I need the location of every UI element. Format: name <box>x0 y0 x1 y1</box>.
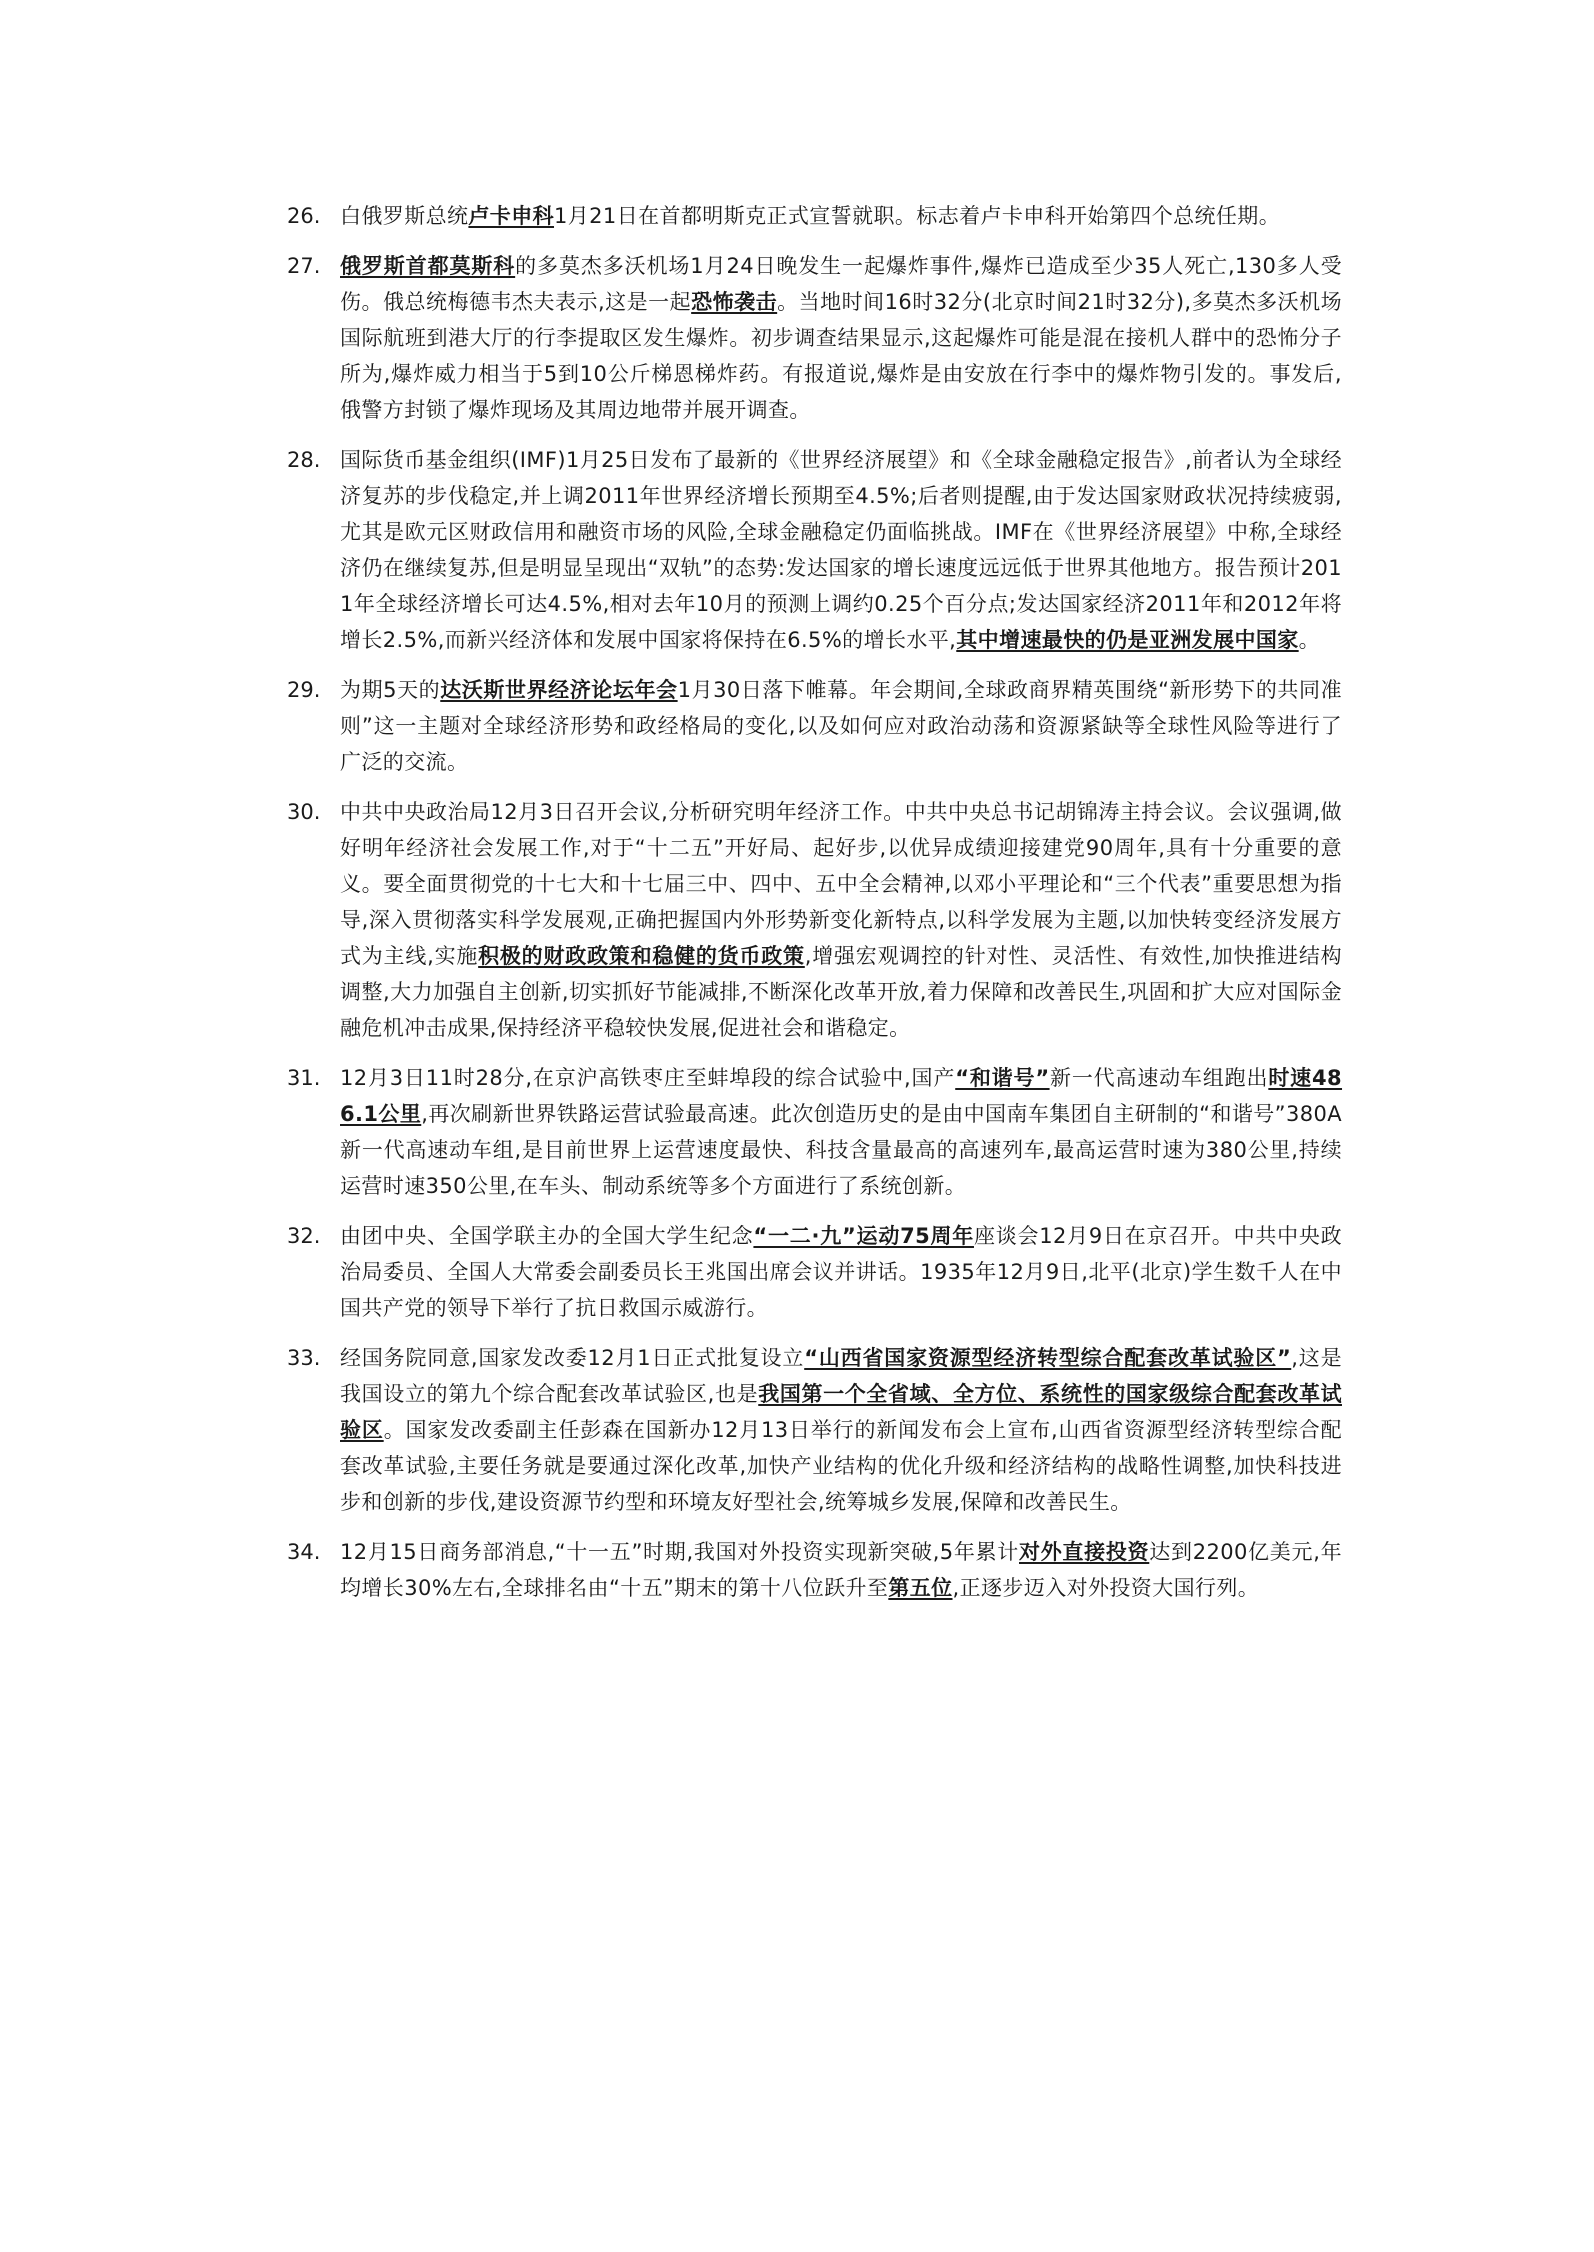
item-number: 30. <box>287 800 321 824</box>
item-text <box>340 1340 1342 1520</box>
item-text <box>340 1534 1342 1606</box>
item-keyword: “和谐号” <box>955 1066 1050 1090</box>
item-text-segment: 。当地时间16时32分(北京时间21时32分),多莫杰多沃机场国际航班到港大厅的行李提取区发生爆炸。初步调查结果显示,这起爆炸可能是混在接机人群中的恐怖分子所为,爆炸威力相当于5到10公斤梯恩梯炸药。有报道说,爆炸是由安放在行李中的爆炸物引发的。事发后,俄警方封锁了爆炸现场及其周边地带并展开调查。 <box>340 290 1342 422</box>
item-keyword: 我国第一个全省域、全方位、系统性的国家级综合配套改革试验区 <box>340 1382 1342 1442</box>
item-number: 34. <box>287 1540 321 1564</box>
item-text-segment: ,正逐步迈入对外投资大国行列。 <box>952 1576 1260 1600</box>
item-text-segment: 由团中央、全国学联主办的全国大学生纪念 <box>340 1224 754 1248</box>
item-number: 28. <box>287 448 321 472</box>
item-text-segment: 达到2200亿美元,年均增长30%左右,全球排名由“十五”期末的第十八位跃升至 <box>340 1540 1342 1600</box>
list-item <box>278 248 1342 428</box>
item-number: 32. <box>287 1224 321 1248</box>
item-text-segment: 的多莫杰多沃机场1月24日晚发生一起爆炸事件,爆炸已造成至少35人死亡,130多人受伤。俄总统梅德韦杰夫表示,这是一起 <box>340 254 1342 314</box>
item-keyword: “山西省国家资源型经济转型综合配套改革试验区” <box>804 1346 1292 1370</box>
item-text-segment: 1月30日落下帷幕。年会期间,全球政商界精英围绕“新形势下的共同准则”这一主题对全球经济形势和政经格局的变化,以及如何应对政治动荡和资源紧缺等全球性风险等进行了广泛的交流。 <box>340 678 1342 774</box>
item-number: 27. <box>287 254 321 278</box>
item-text-segment: 为期5天的 <box>340 678 441 702</box>
item-text-segment: 白俄罗斯总统 <box>340 204 469 228</box>
item-number: 33. <box>287 1346 321 1370</box>
item-text <box>340 794 1342 1046</box>
item-number: 26. <box>287 204 321 228</box>
item-text-segment: 。国家发改委副主任彭森在国新办12月13日举行的新闻发布会上宣布,山西省资源型经济转型综合配套改革试验,主要任务就是要通过深化改革,加快产业结构的优化升级和经济结构的战略性调整,加快科技进步和创新的步伐,建设资源节约型和环境友好型社会,统筹城乡发展,保障和改善民生。 <box>340 1418 1342 1514</box>
item-number: 29. <box>287 678 321 702</box>
list-item <box>278 1534 1342 1606</box>
item-text-segment: 12月15日商务部消息,“十一五”时期,我国对外投资实现新突破,5年累计 <box>340 1540 1019 1564</box>
item-keyword: 达沃斯世界经济论坛年会 <box>440 678 678 702</box>
item-text <box>340 442 1342 658</box>
item-text-segment: 座谈会12月9日在京召开。中共中央政治局委员、全国人大常委会副委员长王兆国出席会议并讲话。1935年12月9日,北平(北京)学生数千人在中国共产党的领导下举行了抗日救国示威游行。 <box>340 1224 1343 1320</box>
item-text-segment: 。 <box>1298 628 1321 652</box>
list-item <box>278 1060 1342 1204</box>
list-item <box>278 442 1342 658</box>
item-text-segment: 中共中央政治局12月3日召开会议,分析研究明年经济工作。中共中央总书记胡锦涛主持会议。会议强调,做好明年经济社会发展工作,对于“十二五”开好局、起好步,以优异成绩迎接建党90周年,具有十分重要的意义。要全面贯彻党的十七大和十七届三中、四中、五中全会精神,以邓小平理论和“三个代表”重要思想为指导,深入贯彻落实科学发展观,正确把握国内外形势新变化新特点,以科学发展为主题,以加快转变经济发展方式为主线,实施 <box>340 800 1342 968</box>
item-keyword: 俄罗斯首都莫斯科 <box>340 254 516 278</box>
item-keyword: 对外直接投资 <box>1019 1540 1150 1564</box>
list-item <box>278 672 1342 780</box>
item-keyword: 第五位 <box>888 1576 953 1600</box>
item-text <box>340 1218 1342 1326</box>
item-keyword: 积极的财政政策和稳健的货币政策 <box>478 944 805 968</box>
item-text-segment: 经国务院同意,国家发改委12月1日正式批复设立 <box>340 1346 805 1370</box>
item-text-segment: 国际货币基金组织(IMF)1月25日发布了最新的《世界经济展望》和《全球金融稳定报告》,前者认为全球经济复苏的步伐稳定,并上调2011年世界经济增长预期至4.5%;后者则提醒,由于发达国家财政状况持续疲弱,尤其是欧元区财政信用和融资市场的风险,全球金融稳定仍面临挑战。IMF在《世界经济展望》中称,全球经济仍在继续复苏,但是明显呈现出“双轨”的态势:发达国家的增长速度远远低于世界其他地方。报告预计2011年全球经济增长可达4.5%,相对去年10月的预测上调约0.25个百分点;发达国家经济2011年和2012年将增长2.5%,而新兴经济体和发展中国家将保持在6.5%的增长水平, <box>340 448 1342 652</box>
item-text <box>340 672 1342 780</box>
item-keyword: 卢卡申科 <box>468 204 555 228</box>
item-text <box>340 198 1342 234</box>
news-list <box>278 198 1342 1620</box>
item-keyword: 其中增速最快的仍是亚洲发展中国家 <box>956 628 1299 652</box>
item-keyword: “一二·九”运动75周年 <box>753 1224 974 1248</box>
list-item <box>278 1340 1342 1520</box>
list-item <box>278 1218 1342 1326</box>
item-keyword: 时速486.1公里 <box>340 1066 1343 1126</box>
item-text-segment: 12月3日11时28分,在京沪高铁枣庄至蚌埠段的综合试验中,国产 <box>340 1066 956 1090</box>
item-text-segment: ,再次刷新世界铁路运营试验最高速。此次创造历史的是由中国南车集团自主研制的“和谐号”380A新一代高速动车组,是目前世界上运营速度最快、科技含量最高的高速列车,最高运营时速为380公里,持续运营时速350公里,在车头、制动系统等多个方面进行了系统创新。 <box>340 1102 1343 1198</box>
item-text-segment: ,这是我国设立的第九个综合配套改革试验区,也是 <box>340 1346 1342 1406</box>
item-text-segment: ,增强宏观调控的针对性、灵活性、有效性,加快推进结构调整,大力加强自主创新,切实抓好节能减排,不断深化改革开放,着力保障和改善民生,巩固和扩大应对国际金融危机冲击成果,保持经济平稳较快发展,促进社会和谐稳定。 <box>340 944 1342 1040</box>
item-keyword: 恐怖袭击 <box>691 290 778 314</box>
item-text-segment: 1月21日在首都明斯克正式宣誓就职。标志着卢卡申科开始第四个总统任期。 <box>554 204 1281 228</box>
list-item <box>278 794 1342 1046</box>
item-number: 31. <box>287 1066 321 1090</box>
list-item <box>278 198 1342 234</box>
item-text <box>340 1060 1342 1204</box>
item-text-segment: 新一代高速动车组跑出 <box>1049 1066 1269 1090</box>
item-text <box>340 248 1342 428</box>
